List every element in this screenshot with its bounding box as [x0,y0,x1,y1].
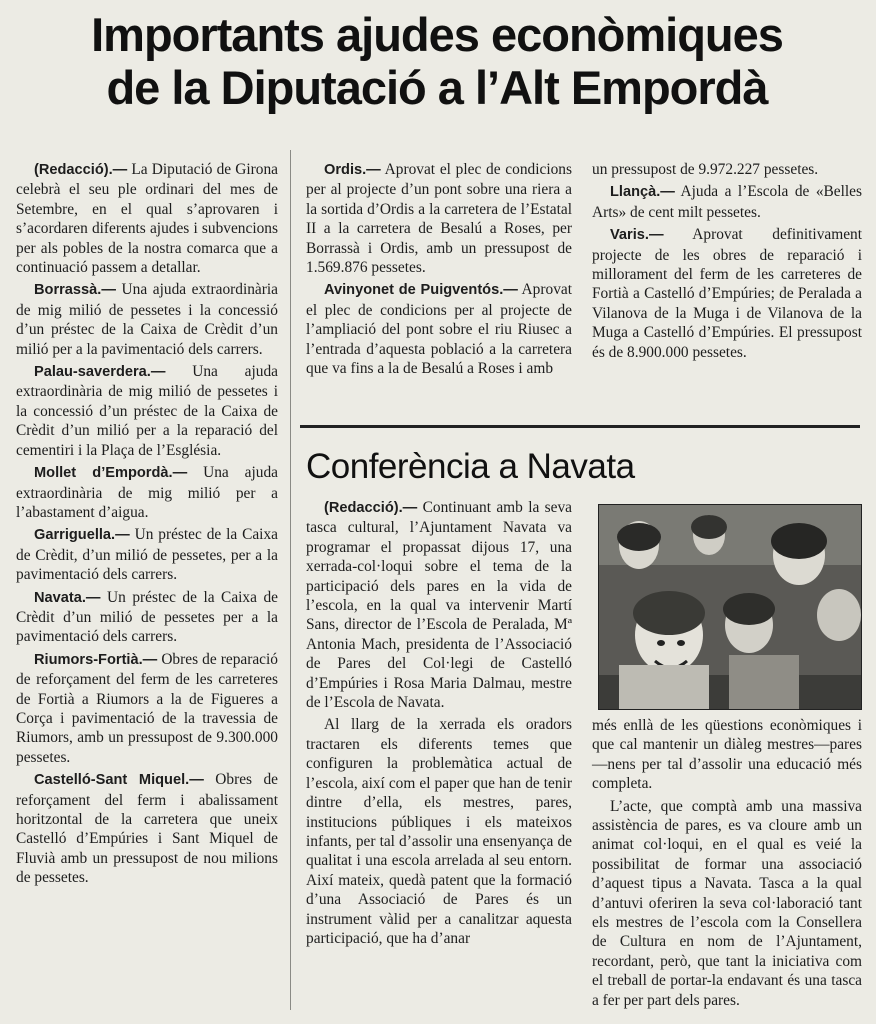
paragraph-lead: Borrassà.— [34,282,116,299]
paragraph-text: Obres de reforçament del ferm i abalissament horitzontal de la carretera que uneix Castelló d’Empúries i Sant Miquel de Fluvià amb un pressupost de nou milions de pessetes. [16,771,279,887]
paragraph-lead: Garriguella.— [34,527,130,544]
article-column-3 [592,160,862,365]
paragraph [592,225,862,362]
paragraph-text: Una ajuda extraordinària de mig milió per a l’abastament d’aigua. [16,464,279,521]
school-children-photo [598,504,862,710]
paragraph-text: Ajuda a l’Escola de «Belles Arts» de cent milt pessetes. [592,183,862,221]
paragraph [592,160,862,179]
paragraph-lead: Varis.— [610,227,664,244]
paragraph-lead: Ordis.— [324,162,381,178]
paragraph [306,160,572,277]
paragraph-text: més enllà de les qüestions econòmiques i que cal mantenir un diàleg mestres—pares—nens per tal d’assolir una educació més completa. [592,717,862,793]
article-column-1 [16,160,278,891]
paragraph [16,362,278,460]
paragraph-text: Al llarg de la xerrada els oradors tractaren els diferents temes que configuren la problemàtica actual de l’escola, així com el paper que han de tenir dintre d’ella, els mestres, pares, institucions públiques i els mateixos infants, per tal d’assolir una ensenyança de qualitat i una escola arrelada al seu entorn. Així mateix, quedà patent que la formació d’una Associació de Pares és un instrument vàlid per a canalitzar aquesta participació, que ha d’anar [306,716,572,947]
photo-illustration [599,505,861,709]
paragraph-text: La Diputació de Girona celebrà el seu ple ordinari del mes de Setembre, en el qual s’aprovaren i s’acordaren diferents ajudes i subvencions per als pobles de la nostra comarca que a continuació passem a detallar. [16,161,278,277]
paragraph-text: Aprovat definitivament projecte de les obres de reparació i millorament del ferm de les carreteres de Fortià a Castelló d’Empúries; de Peralada a Vilanova de la Muga i de Vilanova de la Muga a Castelló d’Empúries. El pressupost és de 8.900.000 pessetes. [592,226,862,361]
paragraph-lead: Palau-saverdera.— [34,364,166,381]
column-divider [290,150,291,1010]
paragraph [16,525,278,584]
paragraph-lead: Llançà.— [610,184,675,201]
paragraph-text: un pressupost de 9.972.227 pessetes. [592,161,819,178]
paragraph-text: L’acte, que comptà amb una massiva assistència de pares, es va cloure amb un animat col·loqui, en el qual es veié la possibilitat de formar una associació d’aquest tipus a Navata. Tasca a la qual d’antuvi oferiren la seva col·laboració tant els mestres de l’escola com la Consellera de Cultura en nom de l’Ajuntament, recordant, però, que tant la iniciativa com el treball de portar-la endavant és una tasca a fer per part dels pares. [592,797,862,1009]
paragraph [16,588,278,647]
paragraph [592,797,862,1010]
paragraph-text: Aprovat el plec de condicions per al projecte de l’ampliació del pont sobre el riu Riusec a l’entrada d’aquesta població a la carretera que va fins a la de Besalú a Roses i amb [306,281,572,378]
article-2-title: Conferència a Navata [306,447,635,486]
article-column-2 [306,160,572,381]
paragraph-lead: Mollet d’Empordà.— [34,465,188,482]
paragraph-text: Obres de reparació de reforçament del ferm de les carreteres de Fortià a Riumors a la de Figueres a Corça i pavimentació de la travessia de Riumors, amb un pressupost de 9.300.000 pessetes. [16,650,278,766]
paragraph [16,280,278,359]
paragraph-text: Una ajuda extraordinària de mig milió de pessetes i la concessió d’un préstec de la Caixa de Crèdit d’un milió per a la pavimentació dels carrers. [16,281,278,358]
paragraph-lead: Castelló-Sant Miquel.— [34,772,204,789]
paragraph [16,770,278,887]
paragraph-text: Un préstec de la Caixa de Crèdit d’un milió de pessetes per a la pavimentació dels carrers. [16,588,278,646]
paragraph-lead: (Redacció).— [34,162,128,178]
paragraph [306,280,572,378]
paragraph [306,498,572,712]
article-2-column-left [306,498,572,951]
paragraph [16,160,278,277]
article-2-column-right [592,716,862,1013]
paragraph-lead: Avinyonet de Puigventós.— [324,282,518,299]
paragraph [16,650,278,767]
main-headline [22,8,852,114]
headline-line-1: Importants ajudes econòmiques [91,8,783,61]
paragraph [592,716,862,794]
section-divider [300,425,860,428]
paragraph-text: Aprovat el plec de condicions per al projecte d’un pont sobre una riera a la sortida d’Ordis a la carretera de l’Estatal II a la carretera de Besalú a Roses, per Borrassà i Ordis, amb un pressupost de 1.569.876 pessetes. [306,161,572,277]
paragraph [306,715,572,948]
paragraph-lead: Riumors-Fortià.— [34,651,158,668]
paragraph-text: Continuant amb la seva tasca cultural, l’Ajuntament Navata va programar el propassat dijous 17, una xerrada-col·loqui sobre el tema de la participació dels pares en la vida de l’escola, en la qual va intervenir Martí Sans, director de l’Escola de Peralada, Mª Antonia Mach, presidenta de l’Associació de Pares del Col·legi de Castelló d’Empúries i Rosa Maria Dalmau, mestre de l’Escola de Navata. [306,499,572,712]
headline-line-2: de la Diputació a l’Alt Empordà [106,61,768,114]
paragraph [592,182,862,222]
paragraph [16,463,278,522]
paragraph-text: Una ajuda extraordinària de mig milió de pessetes i la concessió d’un préstec de la Caixa de Crèdit d’un milió per a la reparació del cementiri i la Plaça de l’Església. [16,363,278,459]
paragraph-lead: (Redacció).— [324,500,418,516]
paragraph-text: Un préstec de la Caixa de Crèdit, d’un milió de pessetes, per a la pavimentació dels carrers. [16,526,278,584]
paragraph-lead: Navata.— [34,589,101,606]
